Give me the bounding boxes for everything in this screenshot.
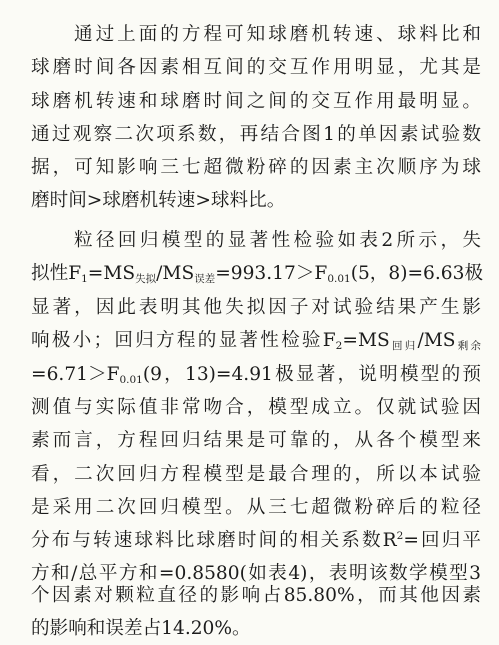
- text-segment: /MS: [417, 330, 456, 351]
- text-line: [31, 118, 481, 151]
- text-line: [31, 324, 481, 357]
- text-line: [74, 18, 481, 51]
- subscript: 2: [335, 340, 343, 352]
- subscript: 失拟: [135, 273, 157, 285]
- subscript: 0.01: [119, 374, 143, 386]
- text-segment: =6.71＞F: [31, 364, 120, 385]
- text-segment: =回归平: [403, 530, 481, 551]
- text-segment: =MS: [342, 330, 390, 351]
- text-segment: /MS: [156, 263, 195, 284]
- text-line: [31, 612, 481, 645]
- text-line: [31, 391, 481, 424]
- text-segment: 球磨机转速和球磨时间之间的交互作用最明显。: [31, 91, 481, 112]
- text-line: [31, 579, 481, 612]
- text-segment: 显著，因此表明其他失拟因子对试验结果产生影: [31, 297, 481, 318]
- text-line: [31, 491, 481, 524]
- text-segment: 拟性F: [31, 263, 82, 284]
- text-line: [31, 524, 481, 557]
- text-segment: 的影响和误差占14.20%。: [31, 618, 251, 639]
- text-segment: 通过上面的方程可知球磨机转速、球料比和: [74, 24, 481, 45]
- text-segment: 分布与转速球料比球磨时间的相关系数R: [31, 530, 397, 551]
- text-line: [31, 291, 481, 324]
- text-segment: 球磨时间各因素相互间的交互作用明显，尤其是: [31, 57, 481, 78]
- text-segment: 是采用二次回归模型。从三七超微粉碎后的粒径: [31, 497, 481, 518]
- subscript: 误差: [194, 273, 216, 285]
- text-line: [31, 151, 481, 184]
- text-line: [31, 458, 481, 491]
- text-segment: 测值与实际值非常吻合，模型成立。仅就试验因: [31, 397, 481, 418]
- text-line: [31, 85, 481, 118]
- text-line: [31, 51, 481, 84]
- text-segment: 方和/总平方和=0.8580(如表4)，表明该数学模型3: [31, 563, 481, 584]
- text-line: [74, 224, 481, 257]
- text-segment: 个因素对颗粒直径的影响占85.80%，而其他因素: [31, 585, 481, 606]
- text-segment: =MS: [87, 263, 136, 284]
- text-segment: 据，可知影响三七超微粉碎的因素主次顺序为球: [31, 157, 481, 178]
- subscript: 剩余: [455, 340, 482, 352]
- text-segment: 素而言，方程回归结果是可靠的，从各个模型来: [31, 430, 481, 451]
- text-segment: =993.17＞F: [215, 263, 328, 284]
- text-line: [31, 424, 481, 457]
- subscript: 回归: [389, 340, 418, 352]
- superscript: 2: [396, 530, 404, 542]
- text-segment: 通过观察二次项系数，再结合图1的单因素试验数: [31, 124, 481, 145]
- text-segment: (5，8)=6.63极: [350, 263, 484, 284]
- text-line: [31, 184, 481, 217]
- text-segment: 响极小；回归方程的显著性检验F: [31, 330, 336, 351]
- text-line: [31, 358, 481, 391]
- text-segment: 磨时间>球磨机转速>球料比。: [31, 190, 286, 211]
- text-line: [31, 257, 484, 290]
- text-segment: 粒径回归模型的显著性检验如表2所示，失: [74, 230, 481, 251]
- text-segment: (9，13)=4.91极显著，说明模型的预: [142, 364, 481, 385]
- subscript: 1: [81, 273, 88, 285]
- text-segment: 看，二次回归方程模型是最合理的，所以本试验: [31, 464, 481, 485]
- subscript: 0.01: [327, 273, 351, 285]
